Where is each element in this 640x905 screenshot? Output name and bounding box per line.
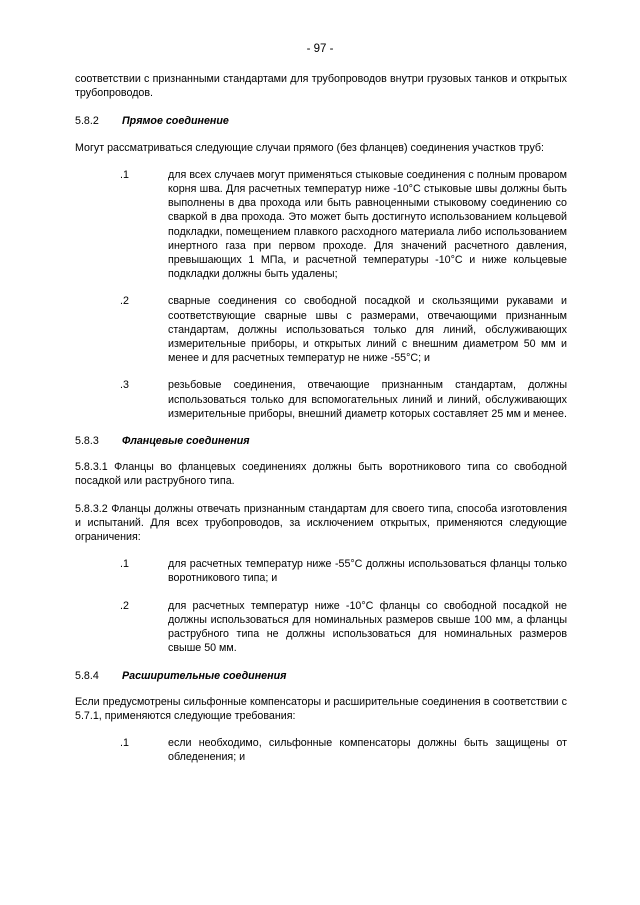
intro-paragraph: соответствии с признанными стандартами для трубопроводов внутри грузовых танков и открытых трубопроводов. bbox=[75, 73, 567, 100]
list-item-text: если необходимо, сильфонные компенсаторы должны быть защищены от обледенения; и bbox=[168, 737, 567, 764]
section-title: Фланцевые соединения bbox=[122, 435, 250, 448]
section-heading-5-8-4 bbox=[75, 669, 567, 683]
section-heading-5-8-3 bbox=[75, 434, 567, 448]
list-item-number: .2 bbox=[120, 599, 129, 612]
list-item-number: .3 bbox=[120, 379, 129, 392]
page-number: - 97 - bbox=[306, 43, 334, 55]
section-number: 5.8.3 bbox=[75, 435, 99, 448]
list-item-text: для расчетных температур ниже -55°С должны использоваться фланцы только воротникового типа; и bbox=[168, 558, 567, 585]
paragraph-5-8-3-1: 5.8.3.1 Фланцы во фланцевых соединениях должны быть воротникового типа со свободной посадкой или раструбного типа. bbox=[75, 461, 567, 488]
paragraph-5-8-3-2: 5.8.3.2 Фланцы должны отвечать признанным стандартам для своего типа, способа изготовления и испытаний. Для всех трубопроводов, за исключением открытых, применяются следующие ограничения: bbox=[75, 502, 567, 544]
section-number: 5.8.4 bbox=[75, 669, 99, 682]
list-item-number: .2 bbox=[120, 295, 129, 308]
list-item-number: .1 bbox=[120, 558, 129, 571]
list-item-text: для всех случаев могут применяться стыковые соединения с полным проваром корня шва. Для расчетных температур ниже -10°С стыковые швы должны быть выполнены в два прохода или быть равноценными стыковому соединению со сваркой в два прохода. Это может быть достигнуто использованием кольцевой подкладки, помещением плавкого расходного материала либо использованием инертного газа при первом проходе. Для значений расчетного давления, превышающих 1 МПа, и расчетной температуры -10°С и ниже кольцевые подкладки должны быть удалены; bbox=[168, 168, 567, 281]
list-item-text: для расчетных температур ниже -10°С фланцы со свободной посадкой не должны использоваться для номинальных размеров свыше 100 мм, а фланцы раструбного типа не должны использоваться для номинальных размеров свыше 50 мм. bbox=[168, 599, 567, 655]
list-item-text: резьбовые соединения, отвечающие признанным стандартам, должны использоваться только для вспомогательных линий и линий, обслуживающих измерительные приборы, внешний диаметр которых составляет 25 мм и менее. bbox=[168, 379, 567, 420]
list-item bbox=[75, 736, 567, 764]
section-heading-5-8-2 bbox=[75, 114, 567, 128]
list-item bbox=[75, 599, 567, 656]
section-title: Прямое соединение bbox=[122, 115, 229, 128]
section-title: Расширительные соединения bbox=[122, 669, 287, 682]
section-lead-paragraph: Если предусмотрены сильфонные компенсаторы и расширительные соединения в соответствии с 5.7.1, применяются следующие требования: bbox=[75, 695, 567, 722]
list-item-number: .1 bbox=[120, 737, 129, 750]
section-number: 5.8.2 bbox=[75, 115, 99, 128]
list-item-number: .1 bbox=[120, 168, 129, 181]
section-lead-paragraph: Могут рассматриваться следующие случаи прямого (без фланцев) соединения участков труб: bbox=[75, 141, 545, 154]
list-item bbox=[75, 557, 567, 585]
list-item bbox=[75, 294, 567, 365]
list-item bbox=[75, 168, 567, 282]
list-item bbox=[75, 378, 567, 421]
document-body bbox=[75, 72, 567, 778]
list-item-text: сварные соединения со свободной посадкой и скользящими рукавами и соответствующие сварные швы с размерами, отвечающими признанным стандартам, должны использоваться только для линий, обслуживающих измерительные приборы, и открытых линий с внешним диаметром 50 мм и менее и для расчетных температур не ниже -55°С; и bbox=[168, 295, 567, 365]
